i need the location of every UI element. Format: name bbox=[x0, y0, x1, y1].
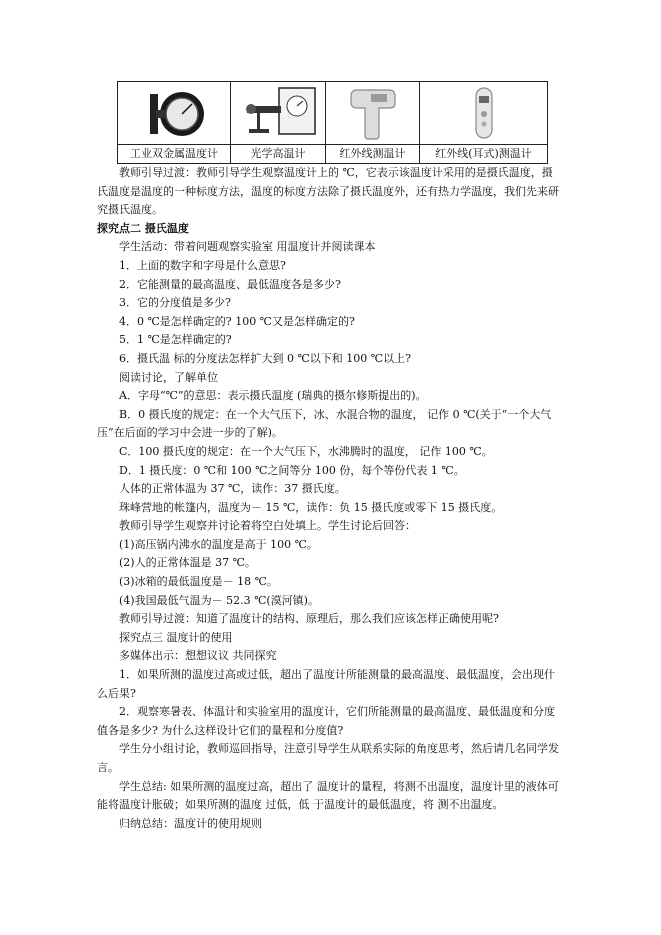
paragraph: 教师引导过渡：知道了温度计的结构、原理后，那么我们应该怎样正确使用呢? bbox=[119, 612, 499, 626]
image-cell-ear bbox=[420, 82, 548, 145]
paragraph: 学生分小组讨论，教师巡回指导，注意引导学生从联系实际的角度思考，然后请几名同学发言。 bbox=[97, 742, 559, 774]
question-item: 6．摄氏温 标的分度法怎样扩大到 0 ℃以下和 100 ℃以上? bbox=[119, 351, 411, 365]
section-heading: 探究点三 温度计的使用 bbox=[119, 630, 233, 644]
section-heading: 探究点二 摄氏温度 bbox=[97, 221, 189, 235]
optical-pyrometer-icon bbox=[231, 84, 325, 142]
definition-item: D．1 摄氏度：0 ℃和 100 ℃之间等分 100 份，每个等份代表 1 ℃。 bbox=[119, 463, 465, 477]
bimetal-thermometer-icon bbox=[118, 84, 230, 142]
question-item: 2．它能测量的最高温度、最低温度各是多少? bbox=[119, 277, 341, 291]
ear-thermometer-icon bbox=[420, 84, 547, 142]
paragraph: 教师引导学生观察并讨论着将空白处填上。学生讨论后回答： bbox=[119, 519, 416, 533]
caption-bimetal: 工业双金属温度计 bbox=[118, 145, 231, 164]
question-item: 1．上面的数字和字母是什么意思? bbox=[119, 258, 286, 272]
paragraph: 学生活动：带着问题观察实验室 用温度计并阅读课本 bbox=[119, 240, 376, 254]
answer-item: (3)冰箱的最低温度是－ 18 ℃。 bbox=[119, 575, 278, 589]
definition-item: A．字母“℃”的意思：表示摄氏温度 (瑞典的摄尔修斯提出的)。 bbox=[119, 389, 427, 403]
answer-item: (1)高压锅内沸水的温度是高于 100 ℃。 bbox=[119, 537, 318, 551]
caption-row bbox=[118, 145, 548, 164]
paragraph: 归纳总结：温度计的使用规则 bbox=[119, 816, 262, 830]
paragraph: 阅读讨论，了解单位 bbox=[119, 370, 218, 384]
definition-item: B．0 摄氏度的规定：在一个大气压下，冰、水混合物的温度， 记作 0 ℃(关于“一个大气压”在后面的学习中会进一步的了解)。 bbox=[97, 407, 552, 440]
question-item: 1．如果所测的温度过高或过低，超出了温度计所能测量的最高温度、最低温度，会出现什么后果? bbox=[97, 668, 555, 700]
caption-ear: 红外线(耳式)测温计 bbox=[420, 145, 548, 164]
image-row bbox=[118, 82, 548, 145]
paragraph: 珠峰营地的帐篷内，温度为－ 15 ℃，读作：负 15 摄氏度或零下 15 摄氏度。 bbox=[119, 500, 503, 514]
paragraph: 教师引导过渡：教师引导学生观察温度计上的 ℃，它表示该温度计采用的是摄氏温度，摄氏温度是温度的一种标度方法，温度的标度方法除了摄氏温度外，还有热力学温度，我们先来研究摄氏温度。 bbox=[97, 166, 559, 217]
question-item: 2．观察寒暑表、体温计和实验室用的温度计，它们所能测量的最高温度、最低温度和分度值各是多少? 为什么这样设计它们的量程和分度值? bbox=[97, 705, 555, 737]
definition-item: C．100 摄氏度的规定：在一个大气压下，水沸腾时的温度， 记作 100 ℃。 bbox=[119, 444, 493, 458]
paragraph: 学生总结: 如果所测的温度过高，超出了 温度计的量程，将测不出温度，温度计里的液体可能将温度计胀破；如果所测的温度 过低，低 于温度计的最低温度，将 测不出温度。 bbox=[97, 779, 559, 812]
caption-optical: 光学高温计 bbox=[231, 145, 326, 164]
caption-infrared: 红外线测温计 bbox=[326, 145, 420, 164]
question-item: 3．它的分度值是多少? bbox=[119, 296, 231, 310]
question-item: 4．0 ℃是怎样确定的? 100 ℃又是怎样确定的? bbox=[119, 314, 355, 328]
infrared-thermometer-icon bbox=[326, 84, 419, 142]
paragraph: 人体的正常体温为 37 ℃，读作：37 摄氏度。 bbox=[119, 482, 346, 496]
image-cell-optical bbox=[231, 82, 326, 145]
image-cell-infrared bbox=[326, 82, 420, 145]
answer-item: (4)我国最低气温为－ 52.3 ℃(漠河镇)。 bbox=[119, 593, 319, 607]
thermometer-image-table bbox=[117, 81, 548, 164]
document-body bbox=[97, 164, 563, 833]
paragraph: 多媒体出示：想想议议 共同探究 bbox=[119, 649, 277, 663]
answer-item: (2)人的正常体温是 37 ℃。 bbox=[119, 556, 256, 570]
question-item: 5．1 ℃是怎样确定的? bbox=[119, 333, 232, 347]
image-cell-bimetal bbox=[118, 82, 231, 145]
